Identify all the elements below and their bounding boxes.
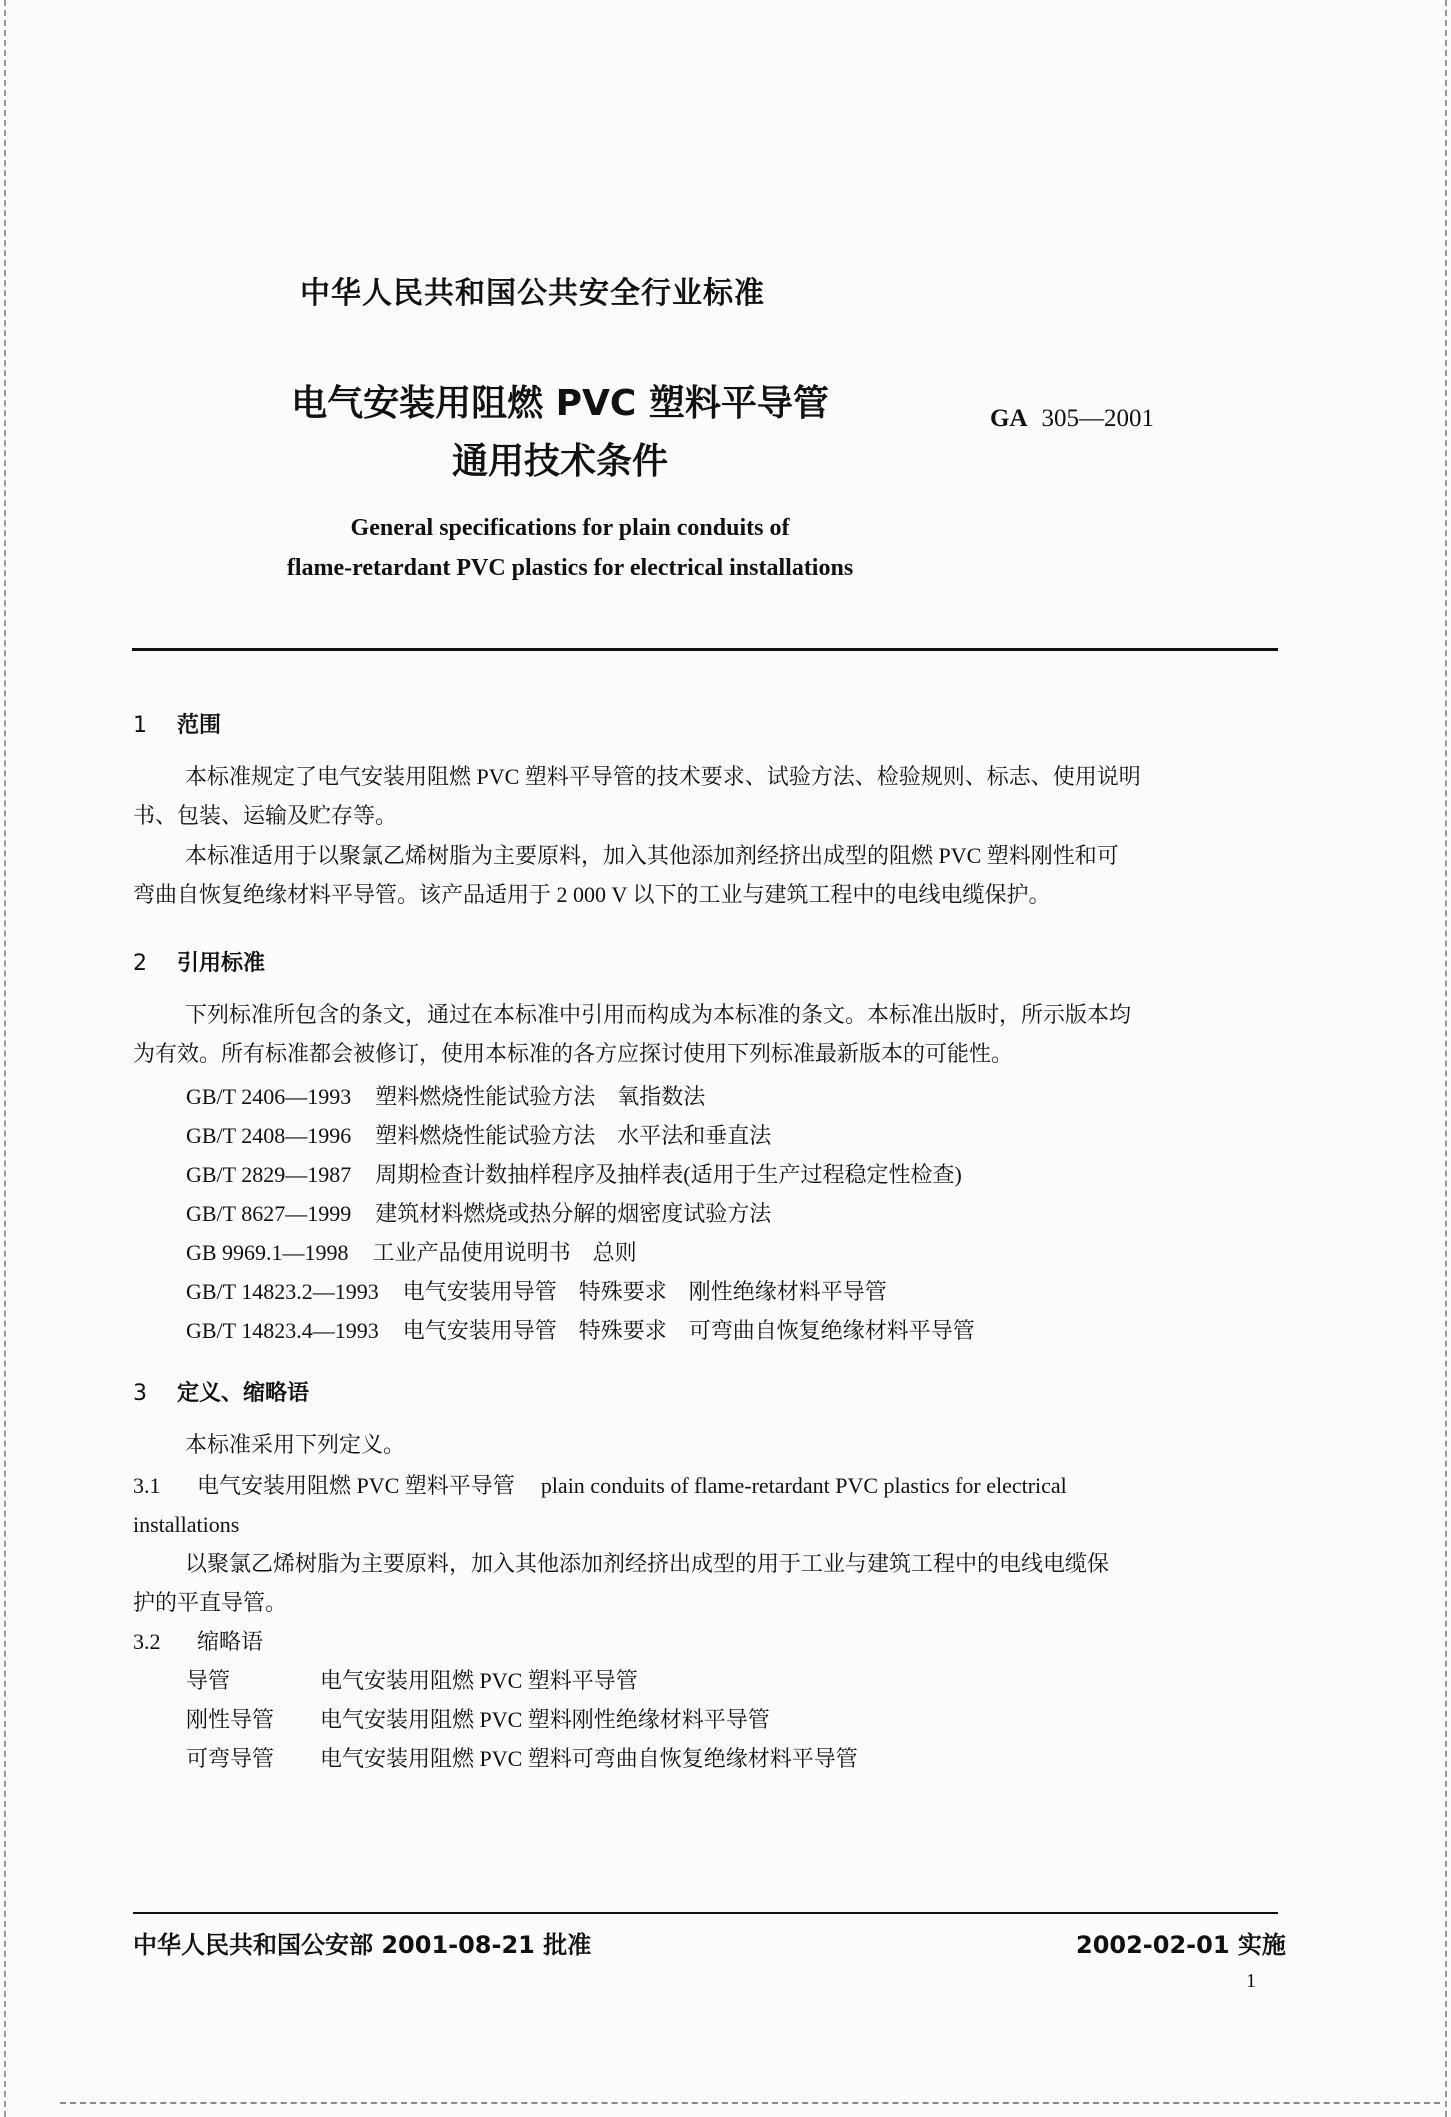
scan-edge-left [4, 0, 6, 2117]
approval-date: 中华人民共和国公安部 2001-08-21 批准 [133, 1931, 592, 1959]
scan-edge-bottom [60, 2102, 1440, 2104]
effective-date: 2002-02-01 实施 [1076, 1931, 1286, 1959]
section-2-number: 2 [133, 951, 147, 976]
section-3-number: 3 [133, 1381, 147, 1406]
reference-item: GB/T 2408—1996 塑料燃烧性能试验方法 水平法和垂直法 [186, 1123, 772, 1148]
definition-3-1-term-en: plain conduits of flame-retardant PVC plastics for electrical [540, 1473, 1067, 1498]
title-cn-line-1: 电气安装用阻燃 PVC 塑料平导管 [291, 383, 829, 424]
section-1-number: 1 [133, 713, 147, 738]
section-1-heading [133, 708, 221, 739]
definition-3-2-number: 3.2 [133, 1629, 161, 1654]
footer-divider [133, 1912, 1278, 1914]
scan-edge-right [1445, 0, 1447, 2117]
scope-paragraph-1: 本标准规定了电气安装用阻燃 PVC 塑料平导管的技术要求、试验方法、检验规则、标志、使用说明 书、包装、运输及贮存等。 [133, 764, 1141, 828]
section-2-title: 引用标准 [177, 951, 266, 976]
section-2-heading [133, 946, 265, 977]
title-cn-line-2: 通用技术条件 [451, 441, 668, 482]
title-en-line-1: General specifications for plain conduits of [350, 515, 790, 541]
abbreviation-item: 导管 电气安装用阻燃 PVC 塑料平导管 [186, 1668, 638, 1693]
abbreviation-item: 刚性导管 电气安装用阻燃 PVC 塑料刚性绝缘材料平导管 [186, 1707, 770, 1732]
standard-code [990, 405, 1154, 433]
definition-3-1-number: 3.1 [133, 1473, 161, 1498]
definition-3-1-term-en-cont: installations [133, 1512, 240, 1537]
reference-item: GB/T 14823.2—1993 电气安装用导管 特殊要求 刚性绝缘材料平导管 [186, 1279, 887, 1304]
definitions-intro: 本标准采用下列定义。 [185, 1432, 406, 1457]
section-1-title: 范围 [177, 713, 222, 738]
section-3-title: 定义、缩略语 [177, 1381, 310, 1406]
page-number: 1 [1246, 1970, 1256, 1992]
document-title-cn [280, 375, 840, 491]
abbreviation-item: 可弯导管 电气安装用阻燃 PVC 塑料可弯曲自恢复绝缘材料平导管 [186, 1746, 858, 1771]
definition-3-1-body-l2: 护的平直导管。 [133, 1590, 288, 1615]
standard-category-header: 中华人民共和国公共安全行业标准 [300, 276, 765, 311]
reference-item: GB/T 2829—1987 周期检查计数抽样程序及抽样表(适用于生产过程稳定性检查) [186, 1162, 962, 1187]
definition-3-1-body-l1: 以聚氯乙烯树脂为主要原料，加入其他添加剂经挤出成型的用于工业与建筑工程中的电线电缆保 [185, 1551, 1110, 1576]
references-intro: 下列标准所包含的条文，通过在本标准中引用而构成为本标准的条文。本标准出版时，所示版本均 为有效。所有标准都会被修订，使用本标准的各方应探讨使用下列标准最新版本的可能性。 [133, 1002, 1132, 1066]
definition-3-2-title: 缩略语 [197, 1629, 264, 1654]
definition-3-2-heading [133, 1622, 1278, 1661]
definition-3-1-term-cn: 电气安装用阻燃 PVC 塑料平导管 [197, 1473, 515, 1498]
definition-3-1 [133, 1466, 1278, 1622]
title-divider [132, 648, 1278, 651]
document-title-en [200, 508, 940, 588]
section-3-heading [133, 1376, 309, 1407]
reference-item: GB/T 8627—1999 建筑材料燃烧或热分解的烟密度试验方法 [186, 1201, 772, 1226]
reference-item: GB/T 14823.4—1993 电气安装用导管 特殊要求 可弯曲自恢复绝缘材料平导管 [186, 1318, 975, 1343]
scope-paragraph-2: 本标准适用于以聚氯乙烯树脂为主要原料，加入其他添加剂经挤出成型的阻燃 PVC 塑料刚性和可 弯曲自恢复绝缘材料平导管。该产品适用于 2 000 V 以下的工业与建筑工程中的电线电缆保护。 [133, 843, 1119, 907]
standard-number: 305—2001 [1041, 405, 1154, 432]
title-en-line-2: flame-retardant PVC plastics for electrical installations [286, 555, 854, 581]
reference-item: GB/T 2406—1993 塑料燃烧性能试验方法 氧指数法 [186, 1084, 706, 1109]
reference-item: GB 9969.1—1998 工业产品使用说明书 总则 [186, 1240, 637, 1265]
standard-prefix: GA [990, 405, 1028, 432]
